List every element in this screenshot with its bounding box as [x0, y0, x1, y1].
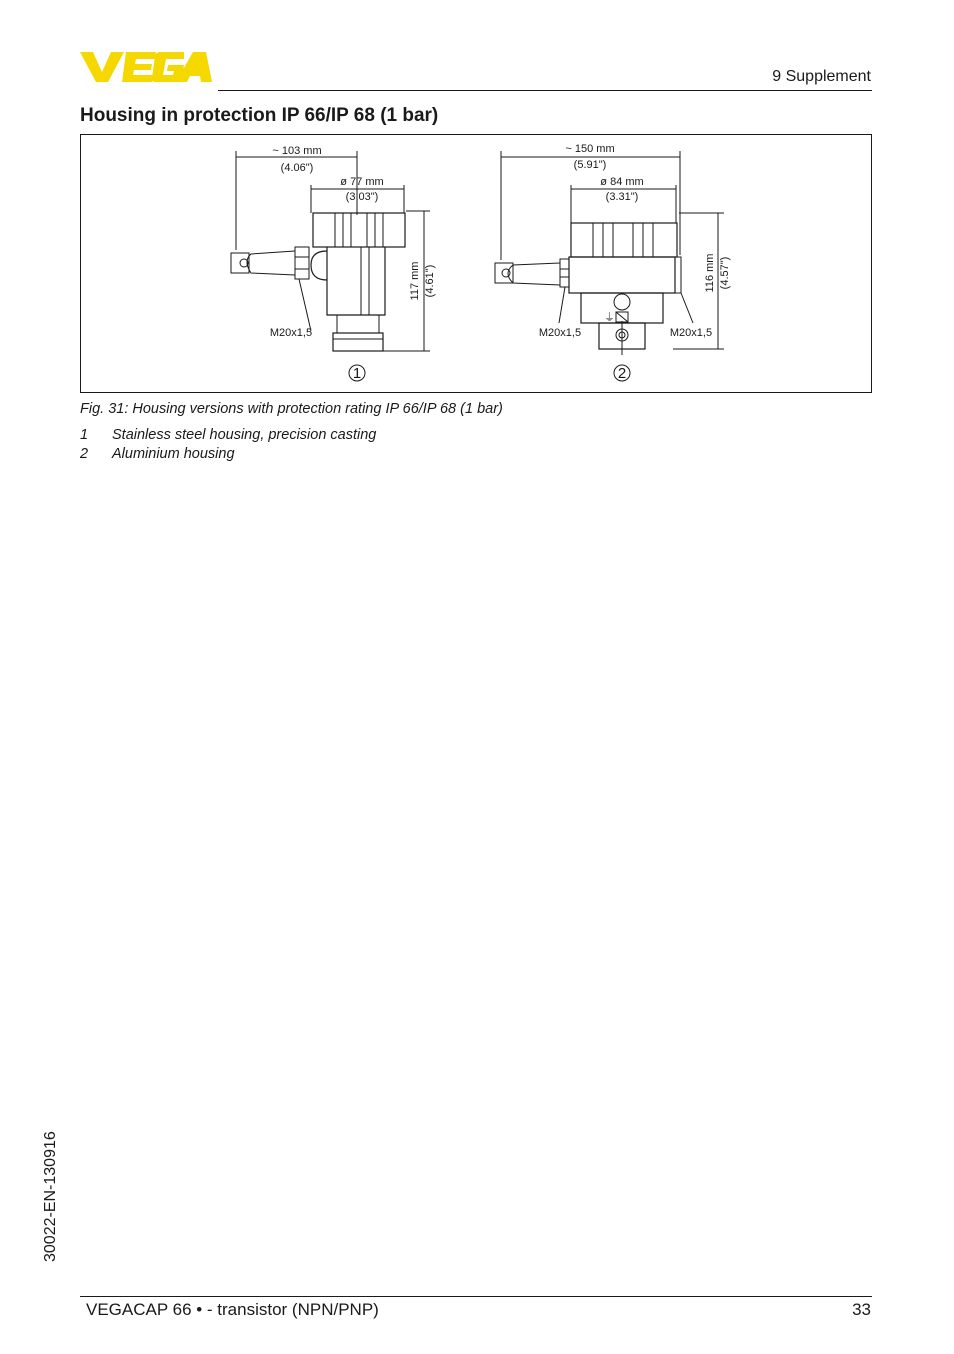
footer-title: VEGACAP 66 • - transistor (NPN/PNP) [86, 1300, 379, 1319]
h1-diameter-in: (3.03") [345, 191, 379, 203]
h2-thread-right: M20x1,5 [669, 327, 713, 339]
housing-drawing [81, 135, 873, 394]
legend-item [80, 427, 376, 443]
h2-diameter-in: (3.31") [605, 191, 639, 203]
ground-icon: ⏚ [604, 312, 615, 324]
h2-width-in: (5.91") [573, 159, 607, 171]
h2-diameter-mm: ø 84 mm [600, 176, 644, 188]
h2-thread-left: M20x1,5 [538, 327, 582, 339]
header-rule [218, 90, 872, 91]
marker-1: 1 [352, 365, 362, 382]
page-heading: Housing in protection IP 66/IP 68 (1 bar) [80, 105, 439, 126]
section-label: 9 Supplement [772, 68, 871, 85]
page-number: 33 [852, 1300, 871, 1319]
document-code: 30022-EN-130916 [42, 1131, 59, 1262]
legend-item [80, 446, 235, 462]
figure-housing-drawings [80, 134, 872, 393]
h1-height-in: (4.61") [424, 264, 436, 298]
h2-width-mm: ~ 150 mm [565, 143, 615, 155]
legend-text: Stainless steel housing, precision casting [112, 427, 377, 443]
legend-number: 1 [80, 427, 89, 443]
h1-thread: M20x1,5 [269, 327, 313, 339]
marker-2: 2 [617, 365, 627, 382]
vega-logo [80, 50, 212, 84]
h1-height-mm: 117 mm [409, 261, 421, 301]
h2-height-mm: 116 mm [704, 253, 716, 293]
housing-1-drawing [231, 151, 430, 351]
footer-rule [80, 1296, 872, 1297]
vega-logo-graphic [80, 50, 212, 84]
legend-text: Aluminium housing [112, 446, 235, 462]
h1-width-mm: ~ 103 mm [272, 145, 322, 157]
h2-height-in: (4.57") [719, 256, 731, 290]
legend-number: 2 [80, 446, 89, 462]
figure-caption: Fig. 31: Housing versions with protection rating IP 66/IP 68 (1 bar) [80, 401, 503, 417]
h1-width-in: (4.06") [280, 162, 314, 174]
h1-diameter-mm: ø 77 mm [340, 176, 384, 188]
